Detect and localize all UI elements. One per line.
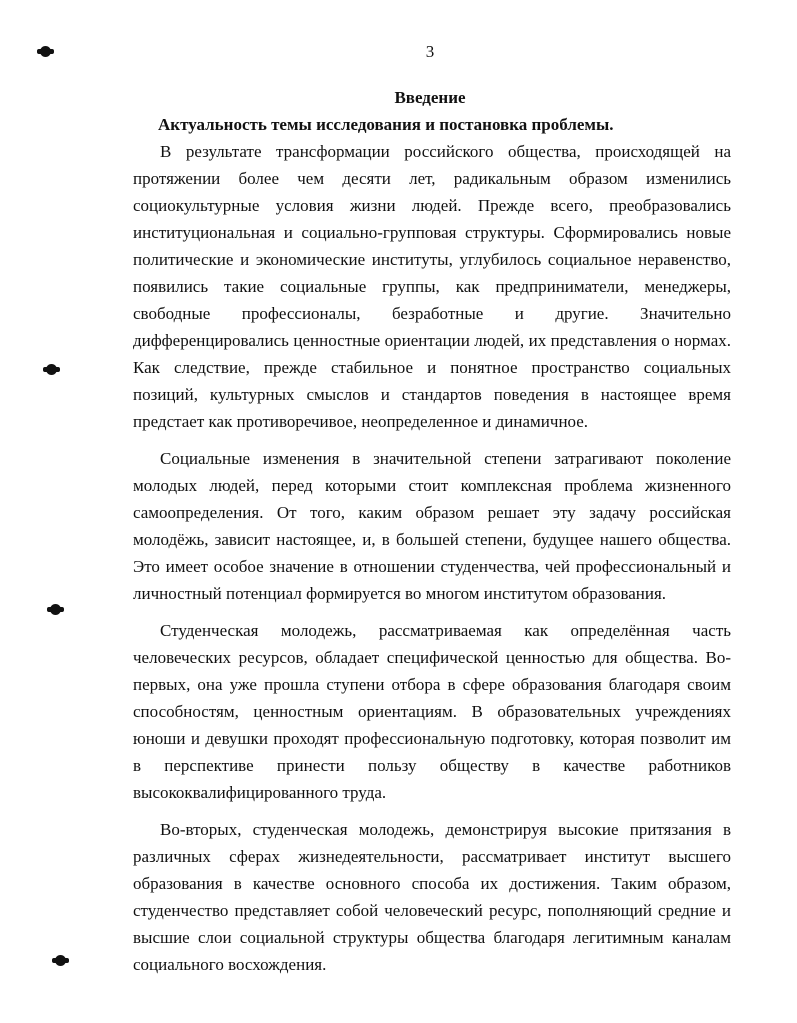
paragraph-3: Студенческая молодежь, рассматриваемая как определённая часть человеческих ресурсов, обладает специфической ценностью для общества. Во-первых, она уже прошла ступени отбора в сфере образования благодаря своим способностям, ценностным ориентациям. В образовательных учреждениях юноши и девушки проходят профессиональную подготовку, которая позволит им в перспективе принести пользу обществу в качестве работников высококвалифицированного труда. bbox=[133, 621, 731, 802]
section-subtitle: Актуальность темы исследования и постановка проблемы. bbox=[158, 115, 614, 134]
binder-hole-mark bbox=[40, 46, 51, 57]
binder-hole-mark bbox=[55, 955, 66, 966]
body-text bbox=[133, 138, 731, 978]
binder-hole-mark bbox=[50, 604, 61, 615]
paragraph-4: Во-вторых, студенческая молодежь, демонстрируя высокие притязания в различных сферах жизнедеятельности, рассматривает институт высшего образования в качестве основного способа их достижения. Таким образом, студенчество представляет собой человеческий ресурс, пополняющий средние и высшие слои социальной структуры общества благодаря легитимным каналам социального восхождения. bbox=[133, 820, 731, 974]
binder-hole-mark bbox=[46, 364, 57, 375]
section-title: Введение bbox=[394, 88, 466, 107]
page-number: 3 bbox=[425, 42, 435, 61]
paragraph-1: В результате трансформации российского общества, происходящей на протяжении более чем десяти лет, радикальным образом изменились социокультурные условия жизни людей. Прежде всего, преобразовались институциональная и социально-групповая структуры. Сформировались новые политические и экономические институты, углубилось социальное неравенство, появились такие социальные группы, как предприниматели, менеджеры, свободные профессионалы, безработные и другие. Значительно дифференцировались ценностные ориентации людей, их представления о нормах. Как следствие, прежде стабильное и понятное пространство социальных позиций, культурных смыслов и стандартов поведения в настоящее время предстает как противоречивое, неопределенное и динамичное. bbox=[133, 142, 731, 431]
paragraph-2: Социальные изменения в значительной степени затрагивают поколение молодых людей, перед которыми стоит комплексная проблема жизненного самоопределения. От того, каким образом решает эту задачу российская молодёжь, зависит настоящее, и, в большей степени, будущее нашего общества. Это имеет особое значение в отношении студенчества, чей профессиональный и личностный потенциал формируется во многом институтом образования. bbox=[133, 449, 731, 603]
